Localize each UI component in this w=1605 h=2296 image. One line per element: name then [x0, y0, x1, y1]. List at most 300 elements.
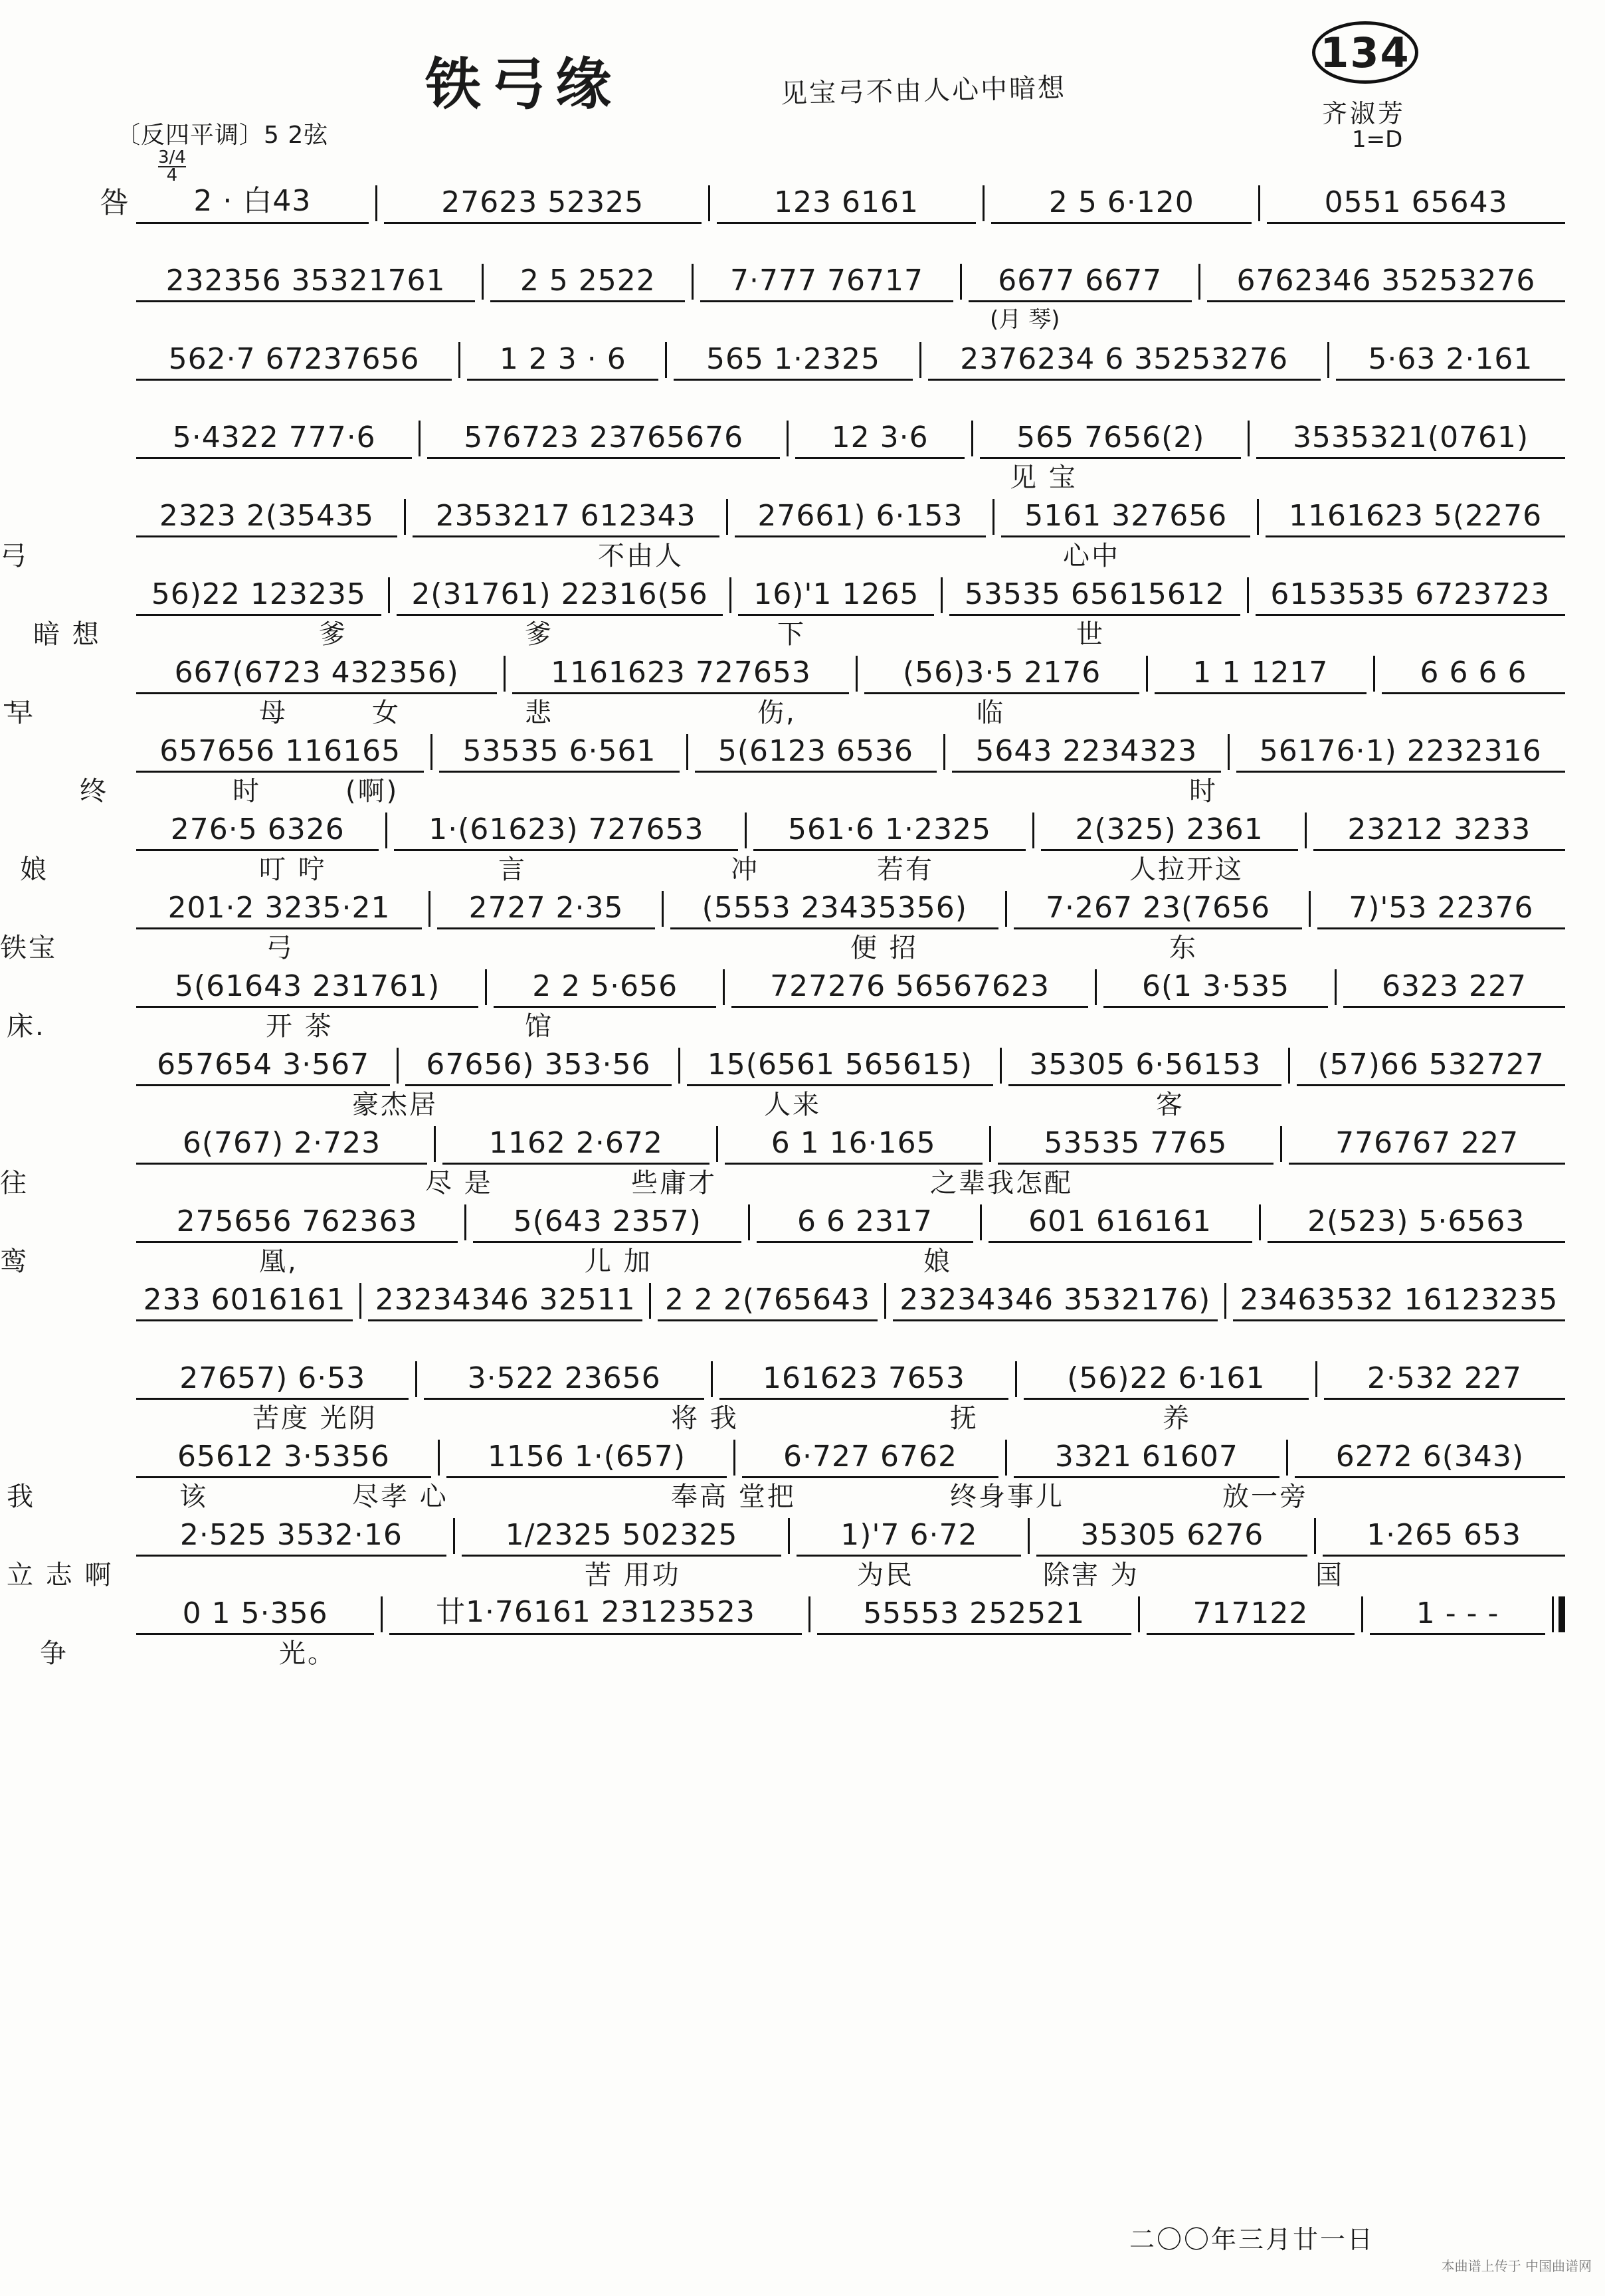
barline [1032, 813, 1034, 848]
measure: 5·4322 777·6 [136, 421, 412, 459]
lyric-text: 儿 加 [585, 1246, 652, 1277]
measure: 2 2 5·656 [494, 969, 716, 1008]
barline [1247, 577, 1249, 613]
lyric-text: 母 [259, 698, 288, 728]
measure: 6677 6677 [969, 264, 1192, 302]
lyric-row [0, 1243, 1605, 1277]
measure: 2 2 2(765643 [658, 1283, 877, 1321]
lyric-row [0, 1008, 1605, 1042]
barline [989, 1126, 991, 1162]
measure: 7·267 23(7656 [1014, 891, 1301, 929]
lyric-text: 些庸才 [631, 1168, 717, 1198]
barline [404, 499, 406, 535]
measure: 6153535 6723723 [1256, 577, 1565, 616]
barline [745, 813, 747, 848]
measure: 6(767) 2·723 [136, 1126, 427, 1165]
measure: 561·6 1·2325 [753, 813, 1025, 851]
lyric-text: 悲 [525, 698, 553, 728]
measure-row [0, 646, 1605, 694]
lyric-text: 床. [7, 1011, 46, 1042]
time-signature-denominator: 4 [158, 166, 186, 184]
measure: 7·777 76717 [700, 264, 953, 302]
lyric-text: 立 志 啊 [7, 1560, 114, 1590]
subtitle: 见宝弓不由人心中暗想 [780, 72, 1067, 110]
measure: 5(643 2357) [473, 1204, 741, 1243]
measure: 15(6561 565615) [687, 1048, 994, 1086]
barline [388, 577, 390, 613]
measure: 6 6 6 6 [1382, 656, 1565, 694]
measure-row [0, 1195, 1605, 1243]
measure: 562·7 67237656 [136, 342, 452, 381]
measure: 1161623 727653 [512, 656, 849, 694]
barline [711, 1361, 713, 1397]
lyric-text: 苦度 光阴 [252, 1403, 377, 1434]
measure: 6·727 6762 [742, 1440, 998, 1478]
barline [1280, 1126, 1282, 1162]
page-title: 铁弓缘 [425, 52, 621, 117]
measure: 1)'7 6·72 [797, 1518, 1021, 1557]
composer: 齐淑芳 [1322, 99, 1406, 128]
barline [397, 1048, 399, 1084]
barline [662, 891, 664, 927]
measure: 0551 65643 [1267, 185, 1565, 224]
barline [1373, 656, 1375, 692]
measure: 7)'53 22376 [1317, 891, 1565, 929]
measure: 1161623 5(2276 [1266, 499, 1565, 537]
barline [716, 1126, 718, 1162]
lyric-text: (啊) [345, 776, 399, 807]
music-system [0, 1274, 1605, 1352]
lyric-text: 往 [0, 1168, 29, 1198]
measure: 5(61643 231761) [136, 969, 478, 1008]
measure: 6762346 35253276 [1207, 264, 1565, 302]
key-signature: 1=D [1352, 126, 1403, 153]
measure: 2(325) 2361 [1041, 813, 1298, 851]
measure: 56)22 123235 [136, 577, 381, 616]
lyric-text: 娘 [923, 1246, 952, 1277]
measure: 1 - - - [1370, 1596, 1545, 1635]
barline [856, 656, 858, 692]
measure-row [0, 960, 1605, 1008]
barline [1228, 734, 1230, 770]
barline [1257, 499, 1259, 535]
lyric-text: 除害 为 [1043, 1560, 1139, 1590]
lyric-row [0, 929, 1605, 963]
barline [1361, 1596, 1363, 1632]
page-number: 134 [1312, 21, 1418, 84]
lyric-text: 伤, [757, 698, 797, 728]
measure: 5·63 2·161 [1336, 342, 1565, 381]
barline [1327, 342, 1329, 378]
lyric-row [0, 537, 1605, 571]
lyric-text: 娘 [20, 854, 48, 885]
lyric-text: 鸾 [0, 1246, 29, 1277]
barline [692, 264, 694, 300]
measure: 1162 2·672 [442, 1126, 709, 1165]
lyric-text: 之辈我怎配 [930, 1168, 1073, 1198]
music-system [0, 568, 1605, 650]
measure: 6272 6(343) [1295, 1440, 1565, 1478]
lyric-text: 世 [1076, 619, 1105, 650]
lyric-text: 女 [372, 698, 401, 728]
measure-row [0, 1430, 1605, 1478]
barline [434, 1126, 436, 1162]
measure: 717122 [1147, 1596, 1355, 1635]
measure: 2323 2(35435 [136, 499, 397, 537]
lyric-row [0, 1635, 1605, 1669]
lyric-text: 争 [40, 1638, 68, 1669]
measure: 6 6 2317 [757, 1204, 973, 1243]
barline [808, 1596, 810, 1632]
measure: 27661) 6·153 [735, 499, 987, 537]
measure: 5643 2234323 [952, 734, 1220, 773]
lyric-row [0, 1557, 1605, 1590]
measure-row [0, 1038, 1605, 1086]
lyric-text: 人来 [764, 1090, 821, 1120]
barline [1309, 891, 1311, 927]
measure: 2·532 227 [1324, 1361, 1565, 1400]
music-system [0, 803, 1605, 885]
barline [1286, 1440, 1288, 1476]
music-system [0, 1509, 1605, 1590]
measure-row [0, 254, 1605, 302]
barline [1248, 421, 1250, 456]
music-system [0, 411, 1605, 493]
barline [884, 1283, 886, 1319]
measure: 27623 52325 [384, 185, 702, 224]
measure: 2 5 6·120 [991, 185, 1252, 224]
barline [482, 264, 484, 300]
barline [686, 734, 688, 770]
lyric-text: 东 [1169, 933, 1198, 963]
lyric-text: 凰, [259, 1246, 298, 1277]
measure: 2(31761) 22316(56 [397, 577, 723, 616]
lyric-row [0, 1478, 1605, 1512]
measure: 1 1 1217 [1155, 656, 1367, 694]
measure: 27657) 6·53 [136, 1361, 409, 1400]
measure-row [0, 1587, 1605, 1635]
barline [1258, 185, 1260, 221]
date-line: 二〇〇年三月廿一日 [1129, 2225, 1375, 2254]
measure: 廿1·76161 23123523 [389, 1588, 801, 1635]
measure: 2·525 3532·16 [136, 1518, 446, 1557]
barline [678, 1048, 680, 1084]
measure-row [0, 1509, 1605, 1557]
lyric-row [0, 1086, 1605, 1120]
measure: 2(523) 5·6563 [1268, 1204, 1565, 1243]
lyric-text: 叮 咛 [259, 854, 327, 885]
barline [375, 185, 377, 221]
lyric-text: 放一旁 [1222, 1482, 1308, 1512]
measure-row [0, 411, 1605, 459]
measure: 3·522 23656 [424, 1361, 704, 1400]
lyric-text: 爹 [319, 619, 347, 650]
music-system [0, 1117, 1605, 1198]
barline [1028, 1518, 1030, 1554]
measure: 1156 1·(657) [446, 1440, 727, 1478]
lyric-row [0, 1321, 1605, 1352]
measure: (5553 23435356) [670, 891, 998, 929]
lyric-text: 尽孝 心 [352, 1482, 448, 1512]
lyric-text: 豪杰居 [352, 1090, 438, 1120]
lyric-row [0, 616, 1605, 650]
barline [1335, 969, 1337, 1005]
measure: 0 1 5·356 [136, 1596, 374, 1635]
measure-row [0, 176, 1605, 224]
lyric-text: 馆 [525, 1011, 553, 1042]
lyric-text: 早 [7, 698, 35, 728]
barline [1314, 1518, 1316, 1554]
music-system [0, 176, 1605, 254]
lyric-row [0, 1165, 1605, 1198]
lyric-text: 心中 [1063, 541, 1120, 571]
barline [485, 969, 487, 1005]
measure: 161623 7653 [719, 1361, 1008, 1400]
barline [726, 499, 728, 535]
lyric-text: 弓 [266, 933, 294, 963]
lyric-text: 将 我 [671, 1403, 739, 1434]
measure-row [0, 568, 1605, 616]
barline [1305, 813, 1307, 848]
barline [748, 1204, 750, 1240]
music-system [0, 725, 1605, 807]
barline [1095, 969, 1097, 1005]
measure: 776767 227 [1289, 1126, 1565, 1165]
music-system [0, 333, 1605, 411]
measure: 67656) 353·56 [405, 1048, 671, 1086]
measure-row [0, 490, 1605, 537]
music-system [0, 960, 1605, 1042]
measure: 53535 65615612 [949, 577, 1240, 616]
barline [1138, 1596, 1140, 1632]
measure: 35305 6·56153 [1008, 1048, 1281, 1086]
barline [1005, 891, 1007, 927]
lyric-row [0, 381, 1605, 411]
lyric-row [0, 302, 1605, 333]
measure: 2 · 白43 [136, 177, 369, 224]
lyric-text: 时 [1189, 776, 1218, 807]
barline [980, 1204, 982, 1240]
lyric-text: 铁宝 [0, 933, 57, 963]
barline [971, 421, 973, 456]
time-signature-numerator: 3/4 [158, 147, 186, 167]
lyric-text: 便 招 [850, 933, 918, 963]
measure: 55553 252521 [817, 1596, 1131, 1635]
measure: 16)'1 1265 [738, 577, 934, 616]
lyric-text: 奉高 堂把 [671, 1482, 796, 1512]
measure: 276·5 6326 [136, 813, 379, 851]
measure: (56)3·5 2176 [864, 656, 1139, 694]
lyric-text: 暗 想 [33, 619, 101, 650]
barline [458, 342, 460, 378]
barline [787, 421, 789, 456]
barline [1259, 1204, 1261, 1240]
barline [723, 969, 725, 1005]
lyric-text: 开 茶 [266, 1011, 333, 1042]
measure: 1·265 653 [1323, 1518, 1565, 1557]
lyric-text: 爹 [525, 619, 553, 650]
measure: 657654 3·567 [136, 1048, 390, 1086]
measure: 3321 61607 [1014, 1440, 1279, 1478]
lyric-text: 时 [233, 776, 261, 807]
measure: 23212 3233 [1313, 813, 1565, 851]
barline [919, 342, 921, 378]
measure: 601 616161 [989, 1204, 1252, 1243]
measure: 233 6016161 [136, 1283, 353, 1321]
barline [943, 734, 945, 770]
measure: 56176·1) 2232316 [1236, 734, 1565, 773]
measure: 23463532 16123235 [1233, 1283, 1565, 1321]
lyric-text: 客 [1156, 1090, 1184, 1120]
measure: 123 6161 [717, 185, 977, 224]
measure: 657656 116165 [136, 734, 424, 773]
barline [381, 1596, 383, 1632]
measure: 6(1 3·535 [1103, 969, 1328, 1008]
measure: 1·(61623) 727653 [394, 813, 738, 851]
final-barline [1552, 1596, 1565, 1635]
barline [708, 185, 710, 221]
measure: 1/2325 502325 [462, 1518, 782, 1557]
music-system [0, 490, 1605, 571]
music-system [0, 882, 1605, 963]
lyric-row [0, 1400, 1605, 1434]
barline [1000, 1048, 1002, 1084]
music-system [0, 1038, 1605, 1120]
measure: 2 5 2522 [490, 264, 685, 302]
measure: (57)66 532727 [1297, 1048, 1565, 1086]
lyric-text: 我 [7, 1482, 35, 1512]
measure: 2353217 612343 [413, 499, 719, 537]
lyric-text: 尽 是 [425, 1168, 493, 1198]
barline [415, 1361, 417, 1397]
music-system [0, 646, 1605, 728]
lyric-text: 养 [1163, 1403, 1191, 1434]
barline [453, 1518, 455, 1554]
measure: 667(6723 432356) [136, 656, 497, 694]
lyric-text: 苦 用功 [585, 1560, 681, 1590]
barline [729, 577, 731, 613]
barline [504, 656, 506, 692]
music-system [0, 1195, 1605, 1277]
barline [1198, 264, 1200, 300]
lyric-text: 临 [977, 698, 1005, 728]
lyric-text: 冲 [731, 854, 759, 885]
lyric-row [0, 694, 1605, 728]
mode-marking: 〔反四平调〕5 2弦 [116, 122, 329, 149]
measure: 65612 3·5356 [136, 1440, 431, 1478]
measure-row [0, 882, 1605, 929]
barline [1315, 1361, 1317, 1397]
barline [438, 1440, 440, 1476]
measure: 2376234 6 35253276 [928, 342, 1321, 381]
lyric-text: 若有 [877, 854, 934, 885]
measure: (56)22 6·161 [1024, 1361, 1309, 1400]
barline [1015, 1361, 1017, 1397]
barline [733, 1440, 735, 1476]
lyric-row [0, 773, 1605, 807]
lyric-row [0, 459, 1605, 493]
measure: 35305 6276 [1036, 1518, 1307, 1557]
measure: 576723 23765676 [427, 421, 779, 459]
measure: 5(6123 6536 [695, 734, 937, 773]
barline [1146, 656, 1148, 692]
barline [1224, 1283, 1226, 1319]
lyric-text: 言 [498, 854, 527, 885]
music-system [0, 1587, 1605, 1669]
measure: 23234346 32511 [368, 1283, 642, 1321]
measure: 565 1·2325 [674, 342, 912, 381]
measure: 53535 6·561 [439, 734, 679, 773]
measure-row [0, 1274, 1605, 1321]
lyric-row [0, 224, 1605, 254]
lyric-text: 人拉开这 [1129, 854, 1244, 885]
barline [430, 734, 432, 770]
music-systems [0, 176, 1605, 1669]
measure: 6 1 16·165 [725, 1126, 983, 1165]
measure: 275656 762363 [136, 1204, 458, 1243]
measure: 232356 35321761 [136, 264, 475, 302]
measure: 201·2 3235·21 [136, 891, 422, 929]
barline [1288, 1048, 1290, 1084]
music-system [0, 1352, 1605, 1434]
measure-row [0, 1117, 1605, 1165]
measure: 2727 2·35 [437, 891, 655, 929]
measure-row [0, 333, 1605, 381]
lyric-text: 终 [80, 776, 108, 807]
barline [385, 813, 387, 848]
pickup-label: 咎 [100, 186, 129, 220]
lyric-row [0, 851, 1605, 885]
measure-row [0, 1352, 1605, 1400]
measure: 1 2 3 · 6 [467, 342, 658, 381]
watermark: 本曲谱上传于 中国曲谱网 [1441, 2258, 1592, 2274]
lyric-text: 下 [777, 619, 806, 650]
barline [983, 185, 985, 221]
barline [960, 264, 962, 300]
lyric-text: 弓 [0, 541, 29, 571]
barline [464, 1204, 466, 1240]
barline [1005, 1440, 1007, 1476]
music-system [0, 254, 1605, 333]
barline [941, 577, 943, 613]
barline [359, 1283, 361, 1319]
lyric-text: 不由人 [598, 541, 684, 571]
lyric-text: 为民 [857, 1560, 914, 1590]
measure: 12 3·6 [795, 421, 965, 459]
lyric-text: 光。 [279, 1638, 336, 1669]
barline [428, 891, 430, 927]
measure: 5161 327656 [1001, 499, 1250, 537]
measure-row [0, 725, 1605, 773]
barline [992, 499, 994, 535]
lyric-text: 见 宝 [1010, 462, 1078, 493]
barline [788, 1518, 790, 1554]
measure: 3535321(0761) [1256, 421, 1565, 459]
measure: 727276 56567623 [731, 969, 1088, 1008]
measure: 53535 7765 [998, 1126, 1274, 1165]
measure: 6323 227 [1343, 969, 1565, 1008]
lyric-text: 抚 [950, 1403, 979, 1434]
lyric-text: 该 [179, 1482, 208, 1512]
lyric-text: 国 [1315, 1560, 1344, 1590]
measure-row [0, 803, 1605, 851]
barline [665, 342, 667, 378]
measure: 23234346 3532176) [893, 1283, 1218, 1321]
barline [419, 421, 421, 456]
annotation-text: (月 琴) [990, 306, 1060, 333]
measure: 565 7656(2) [980, 421, 1241, 459]
lyric-text: 终身事儿 [950, 1482, 1064, 1512]
